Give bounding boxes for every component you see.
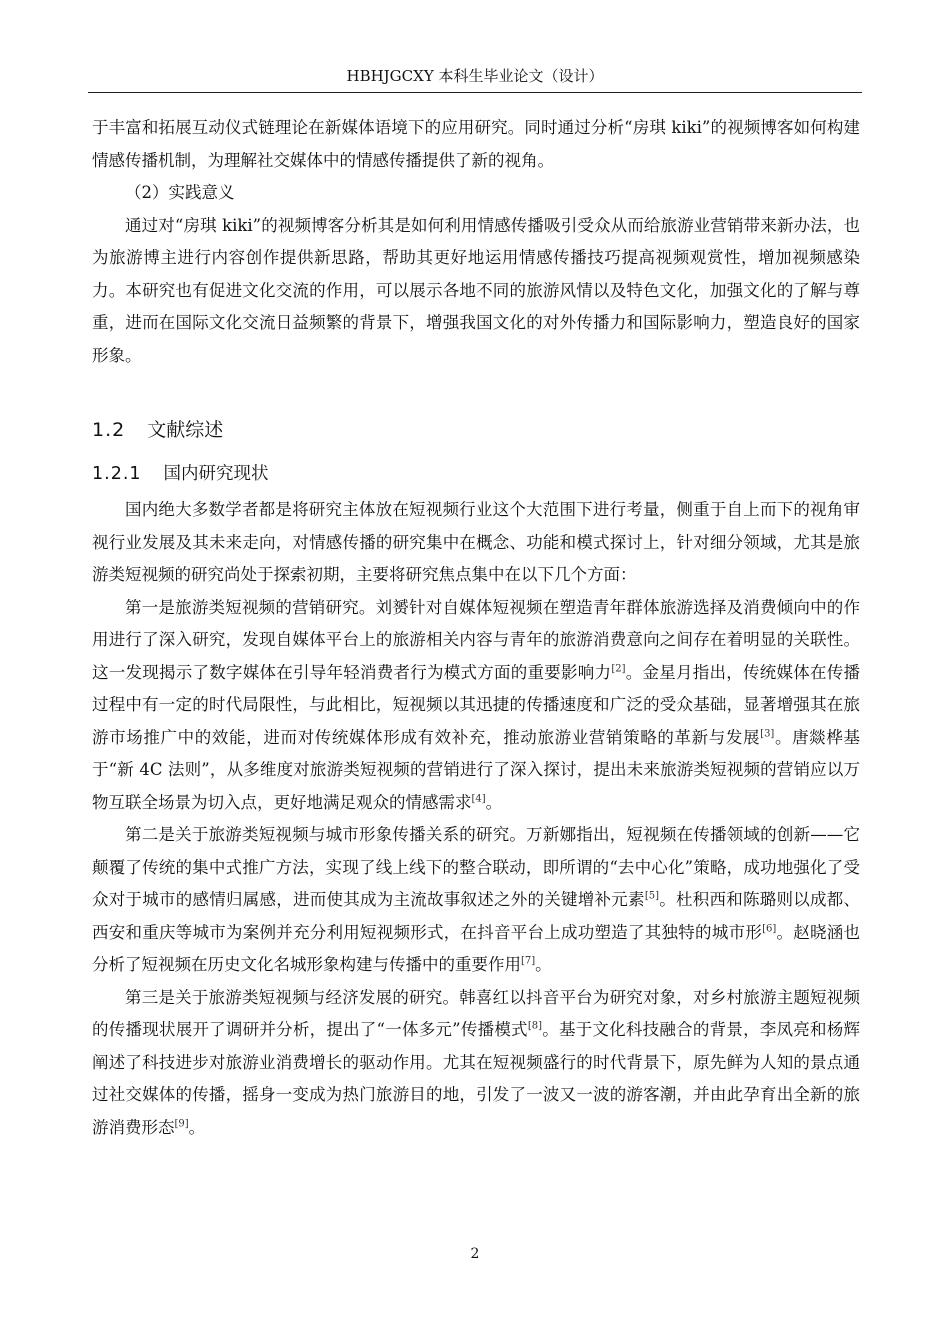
section-title: 文献综述 [147, 419, 224, 441]
paragraph-city-image-research: 第二是关于旅游类短视频与城市形象传播关系的研究。万新娜指出，短视频在传播领域的创新——它颠覆了传统的集中式推广方法，实现了线上线下的整合联动，即所谓的“去中心化”策略，成功地强化了受众对于城市的感情归属感，进而使其成为主流故事叙述之外的关键增补元素[5]。杜积西和陈璐则以成都、西安和重庆等城市为案例并充分利用短视频形式，在抖音平台上成功塑造了其独特的城市形[6]。赵晓涵也分析了短视频在历史文化名城形象构建与传播中的重要作用[7]。 [92, 825, 861, 974]
citation-ref: [4] [471, 793, 486, 804]
paragraph-overview: 国内绝大多数学者都是将研究主体放在短视频行业这个大范围下进行考量，侧重于自上而下的视角审视行业发展及其未来走向，对情感传播的研究集中在概念、功能和模式探讨上，针对细分领域，尤其是旅游类短视频的研究尚处于探索初期，主要将研究焦点集中在以下几个方面： [92, 500, 860, 584]
citation-ref: [6] [762, 923, 777, 934]
subsection-title: 国内研究现状 [163, 464, 269, 484]
paragraph-marketing-research: 第一是旅游类短视频的营销研究。刘赟针对自媒体短视频在塑造青年群体旅游选择及消费倾向中的作用进行了深入研究，发现自媒体平台上的旅游相关内容与青年的旅游消费意向之间存在着明显的关联性。这一发现揭示了数字媒体在引导年轻消费者行为模式方面的重要影响力[2]。金星月指出，传统媒体在传播过程中有一定的时代局限性，与此相比，短视频以其迅捷的传播速度和广泛的受众基础，显著增强其在旅游市场推广中的效能，进而对传统媒体形成有效补充，推动旅游业营销策略的革新与发展[3]。唐燚桦基于“新 4C 法则”，从多维度对旅游类短视频的营销进行了深入探讨，提出未来旅游类短视频的营销应以万物互联全场景为切入点，更好地满足观众的情感需求[4]。 [92, 597, 861, 812]
citation-ref: [7] [521, 955, 536, 967]
subsection-heading-domestic-research [92, 458, 860, 490]
citation-ref: [8] [527, 1020, 542, 1032]
practice-significance-heading: （2）实践意义 [125, 183, 235, 202]
header-rule [88, 92, 862, 93]
page-header: HBHJGCXY 本科生毕业论文（设计） [346, 67, 604, 85]
paragraph-practice-significance: 通过对“房琪 kiki”的视频博客分析其是如何利用情感传播吸引受众从而给旅游业营销带来新办法，也为旅游博主进行内容创作提供新思路，帮助其更好地运用情感传播技巧提高视频观赏性，增加视频感染力。本研究也有促进文化交流的作用，可以展示各地不同的旅游风情以及特色文化，加强文化的了解与尊重，进而在国际文化交流日益频繁的背景下，增强我国文化的对外传播力和国际影响力，塑造良好的国家形象。 [92, 215, 860, 365]
section-number: 1.2 [92, 419, 126, 441]
subsection-number: 1.2.1 [92, 464, 142, 484]
page-number: 2 [470, 1246, 480, 1262]
citation-ref: [9] [174, 1118, 189, 1129]
page-content [92, 112, 860, 1144]
citation-ref: [3] [760, 728, 775, 739]
citation-ref: [5] [644, 890, 659, 902]
paragraph-economic-research: 第三是关于旅游类短视频与经济发展的研究。韩喜红以抖音平台为研究对象，对乡村旅游主题短视频的传播现状展开了调研并分析，提出了“一体多元”传播模式[8]。基于文化科技融合的背景，李凤亮和杨辉阐述了科技进步对旅游业消费增长的驱动作用。尤其在短视频盛行的时代背景下，原先鲜为人知的景点通过社交媒体的传播，摇身一变成为热门旅游目的地，引发了一波又一波的游客潮，并由此孕育出全新的旅游消费形态[9]。 [92, 987, 861, 1137]
section-heading-literature-review [92, 414, 860, 446]
citation-ref: [2] [611, 663, 626, 674]
paragraph-theory-significance: 于丰富和拓展互动仪式链理论在新媒体语境下的应用研究。同时通过分析“房琪 kiki”的视频博客如何构建情感传播机制，为理解社交媒体中的情感传播提供了新的视角。 [92, 118, 860, 170]
